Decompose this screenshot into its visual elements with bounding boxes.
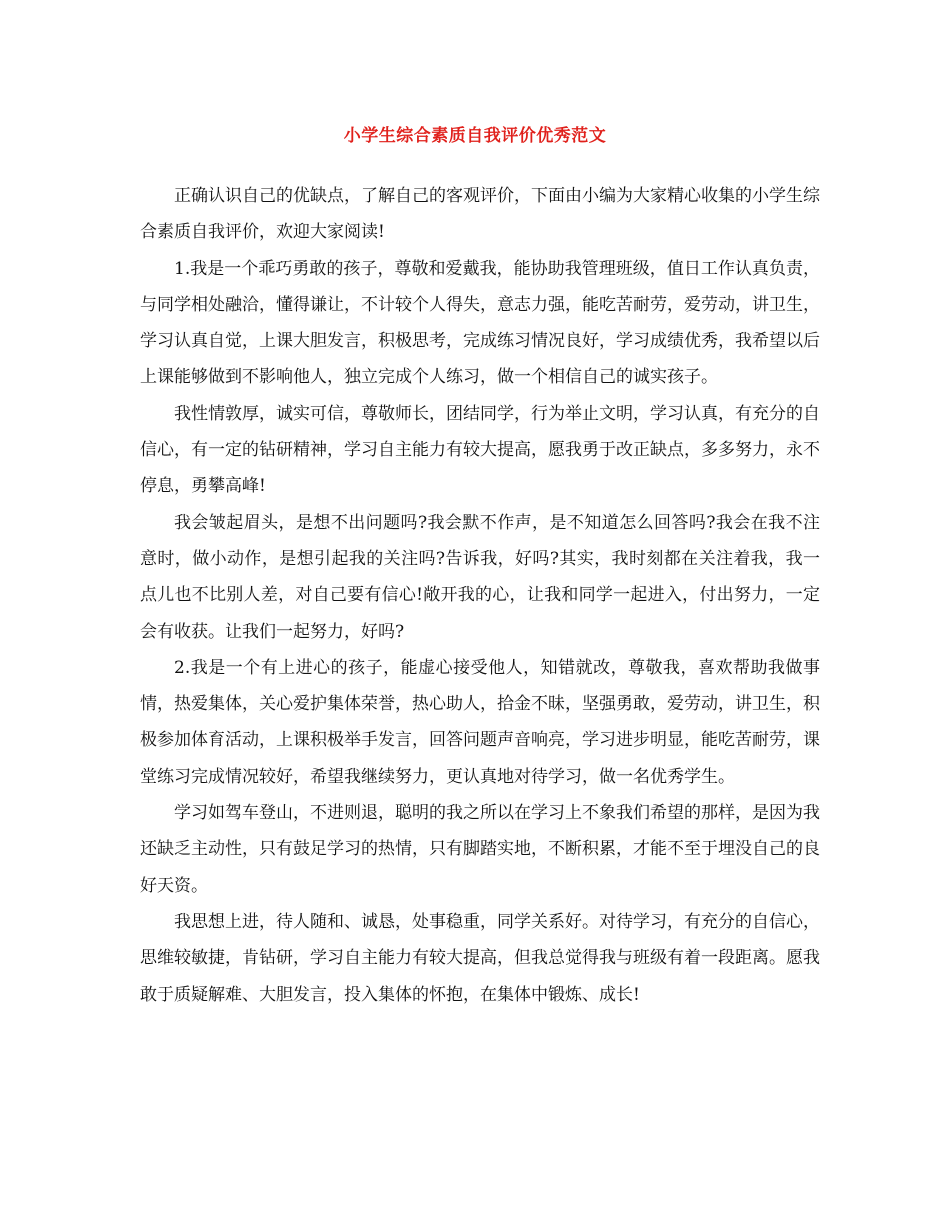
document-body <box>140 178 820 1013</box>
paragraph-3: 我会皱起眉头，是想不出问题吗?我会默不作声，是不知道怎么回答吗?我会在我不注意时，做小动作，是想引起我的关注吗?告诉我，好吗?其实，我时刻都在关注着我，我一点儿也不比别人差，对自己要有信心!敞开我的心，让我和同学一起进入，付出努力，一定会有收获。让我们一起努力，好吗? <box>140 512 820 642</box>
paragraph-5: 学习如驾车登山，不进则退，聪明的我之所以在学习上不象我们希望的那样，是因为我还缺乏主动性，只有鼓足学习的热情，只有脚踏实地，不断积累，才能不至于埋没自己的良好天资。 <box>140 803 820 896</box>
paragraph-1: 1.我是一个乖巧勇敢的孩子，尊敬和爱戴我，能协助我管理班级，值日工作认真负责，与同学相处融洽，懂得谦让，不计较个人得失，意志力强，能吃苦耐劳，爱劳动，讲卫生，学习认真自觉，上课大胆发言，积极思考，完成练习情况良好，学习成绩优秀，我希望以后上课能够做到不影响他人，独立完成个人练习，做一个相信自己的诚实孩子。 <box>140 258 820 388</box>
paragraph-2: 我性情敦厚，诚实可信，尊敬师长，团结同学，行为举止文明，学习认真，有充分的自信心，有一定的钻研精神，学习自主能力有较大提高，愿我勇于改正缺点，多多努力，永不停息，勇攀高峰! <box>140 403 820 497</box>
paragraph-4: 2.我是一个有上进心的孩子，能虚心接受他人，知错就改，尊敬我，喜欢帮助我做事情，热爱集体，关心爱护集体荣誉，热心助人，拾金不昧，坚强勇敢，爱劳动，讲卫生，积极参加体育活动，上课积极举手发言，回答问题声音响亮，学习进步明显，能吃苦耐劳，课堂练习完成情况较好，希望我继续努力，更认真地对待学习，做一名优秀学生。 <box>140 657 820 787</box>
document-title: 小学生综合素质自我评价优秀范文 <box>343 126 607 146</box>
paragraph-6: 我思想上进，待人随和、诚恳，处事稳重，同学关系好。对待学习，有充分的自信心，思维较敏捷，肯钻研，学习自主能力有较大提高，但我总觉得我与班级有着一段距离。愿我敢于质疑解难、大胆发言，投入集体的怀抱，在集体中锻炼、成长! <box>140 911 820 1005</box>
paragraph-intro: 正确认识自己的优缺点，了解自己的客观评价，下面由小编为大家精心收集的小学生综合素质自我评价，欢迎大家阅读! <box>140 186 820 243</box>
